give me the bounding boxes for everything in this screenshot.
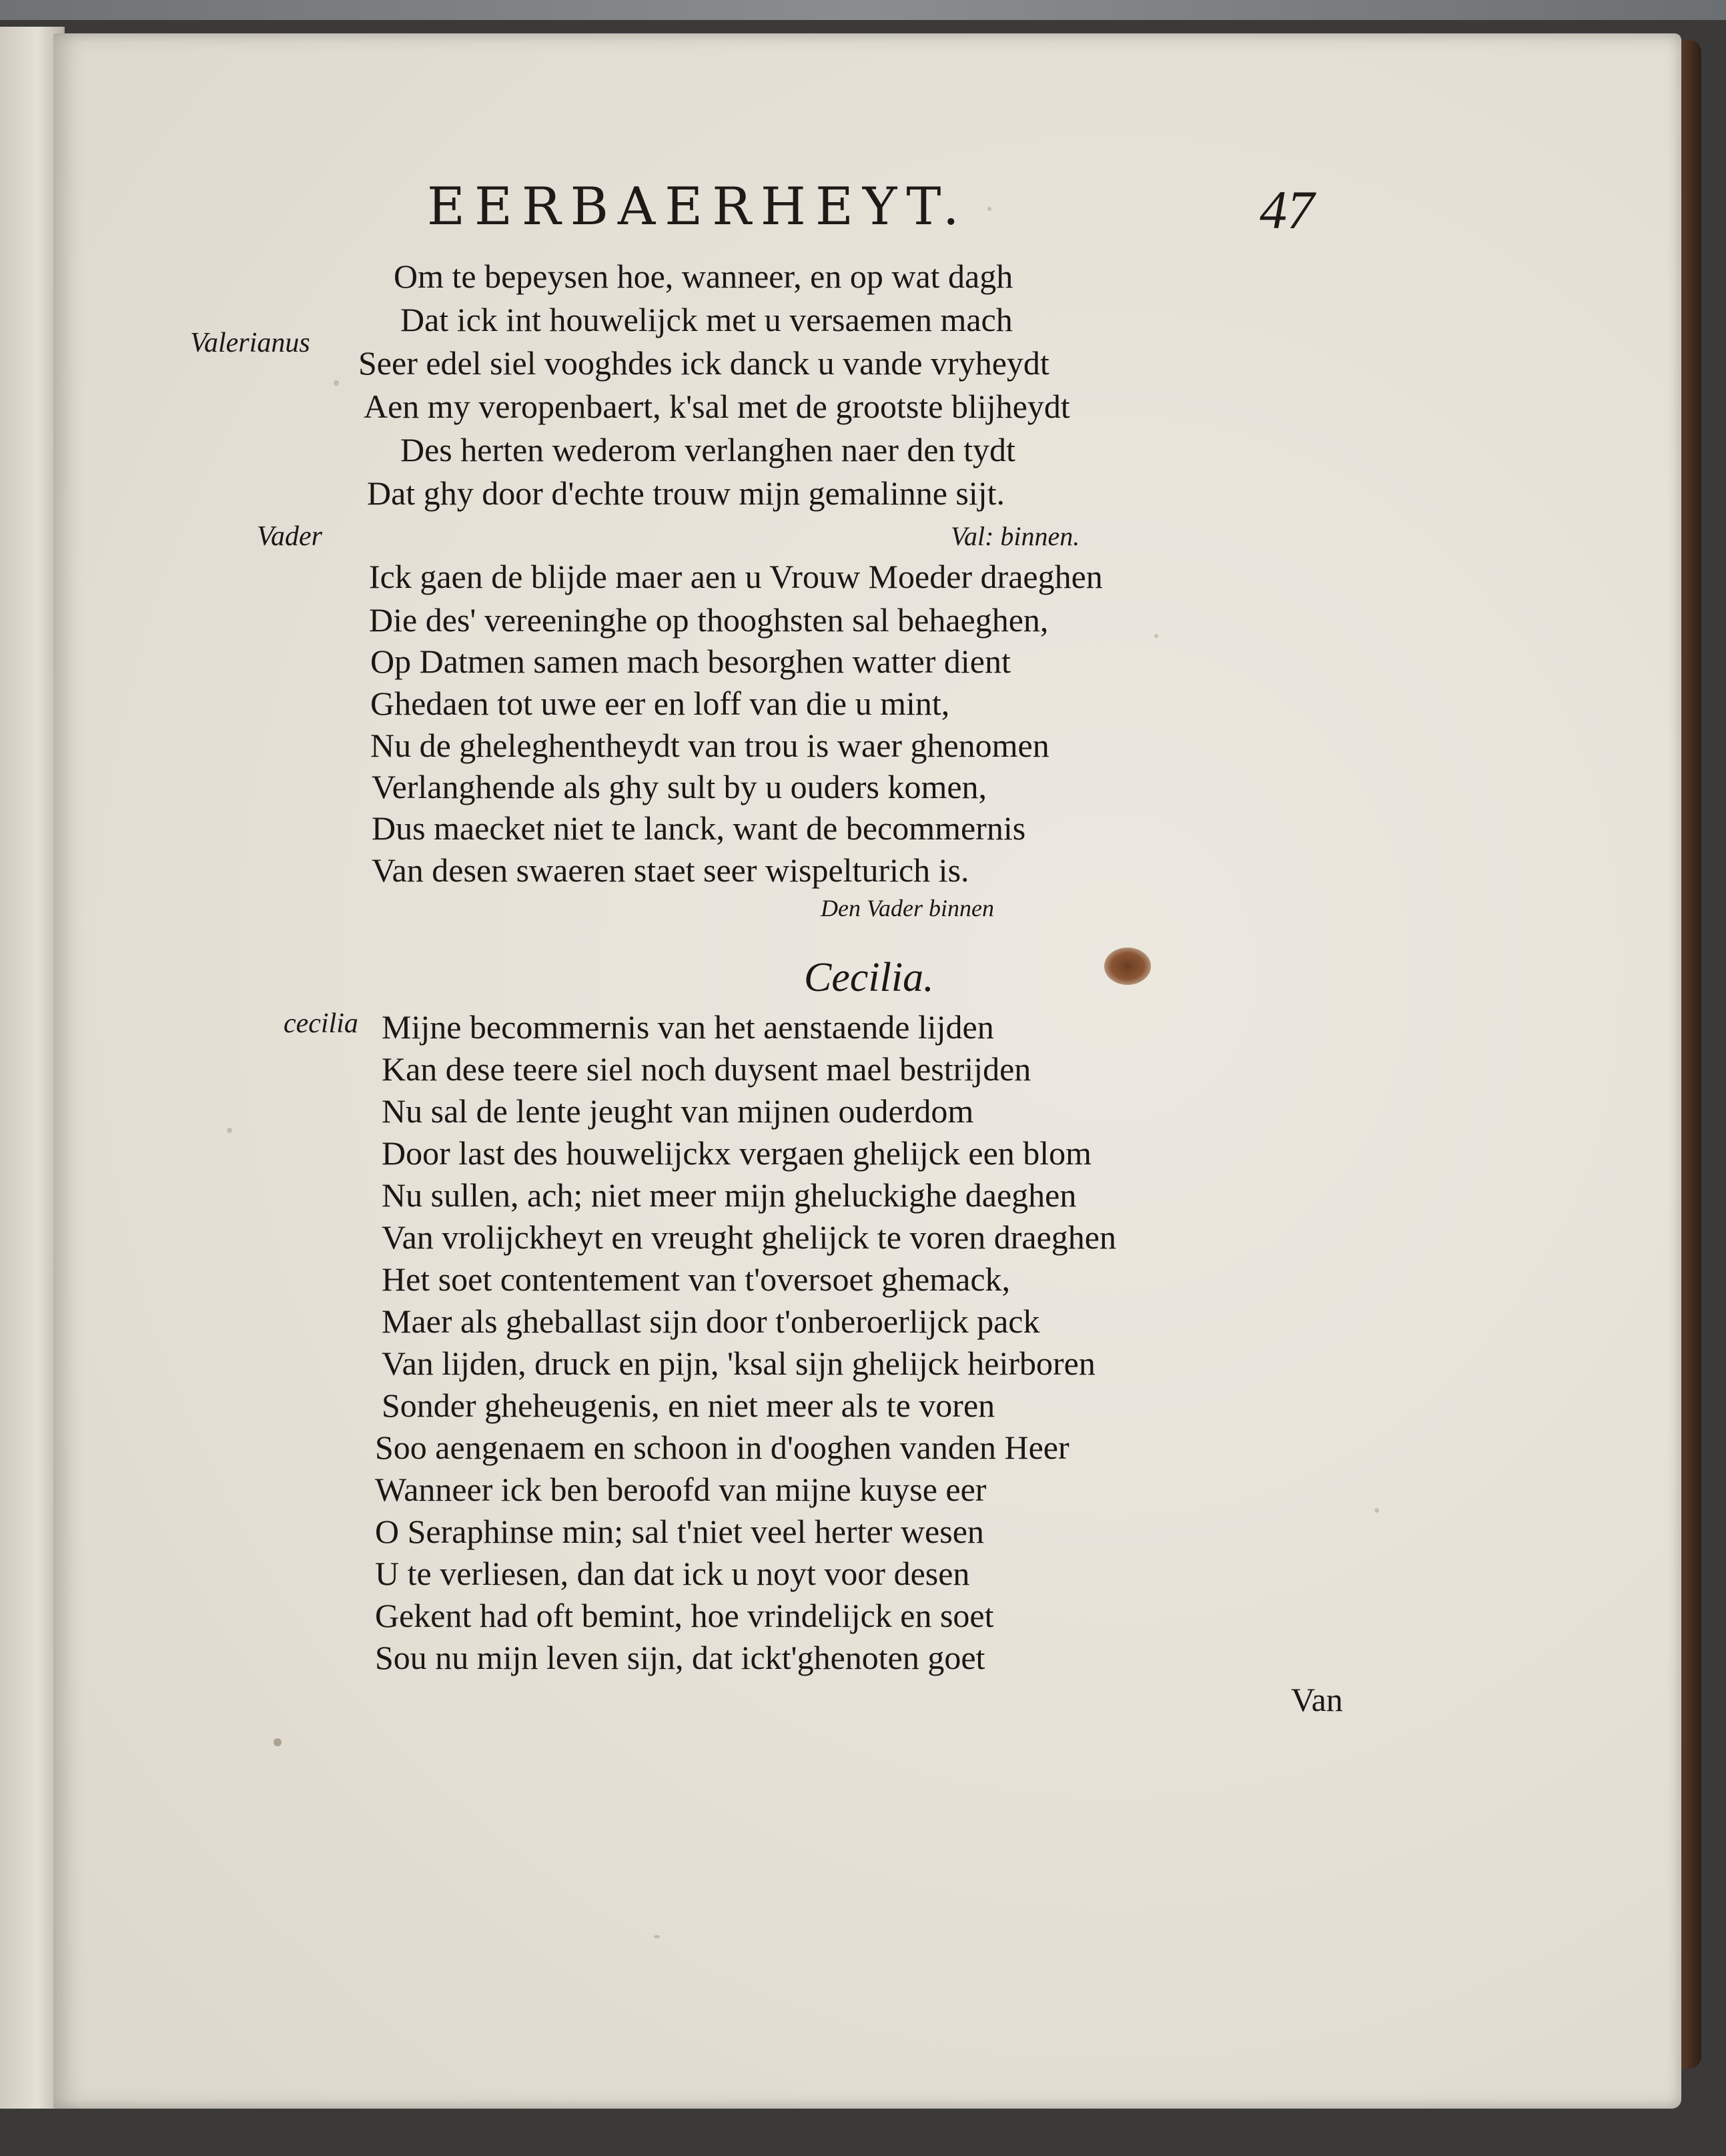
speaker-label-valerianus: Valerianus: [190, 328, 310, 358]
verse-line: Van desen swaeren staet seer wispelturich is.: [372, 851, 969, 889]
paper-speck: [987, 207, 991, 211]
verse-line: Nu de gheleghentheydt van trou is waer ghenomen: [370, 727, 1049, 764]
verse-line: Gekent had oft bemint, hoe vrindelijck en soet: [375, 1597, 994, 1634]
verse-line: Het soet contentement van t'oversoet ghemack,: [382, 1261, 1011, 1298]
verse-line: Door last des houwelijckx vergaen ghelijck een blom: [382, 1134, 1092, 1172]
verse-line: Maer als gheballast sijn door t'onberoerlijck pack: [382, 1303, 1040, 1340]
speaker-label-vader: Vader: [257, 521, 322, 552]
paper-speck: [227, 1128, 232, 1133]
stage-direction: Den Vader binnen: [821, 895, 994, 922]
verse-line: Nu sal de lente jeught van mijnen ouderdom: [382, 1092, 974, 1130]
page-number: 47: [1260, 179, 1314, 240]
paper-speck: [1154, 634, 1158, 638]
paper-speck: [274, 1738, 282, 1746]
verse-line: O Seraphinse min; sal t'niet veel herter wesen: [375, 1513, 984, 1550]
verse-line: Seer edel siel vooghdes ick danck u vande vryheydt: [358, 344, 1049, 382]
verse-line: Verlanghende als ghy sult by u ouders komen,: [372, 768, 987, 805]
verse-line: Kan dese teere siel noch duysent mael bestrijden: [382, 1050, 1031, 1088]
paper-speck: [334, 380, 339, 386]
verse-line: Aen my veropenbaert, k'sal met de grootste blijheydt: [364, 388, 1070, 425]
verse-line: Van vrolijckheyt en vreught ghelijck te voren draeghen: [382, 1218, 1117, 1256]
verse-line: U te verliesen, dan dat ick u noyt voor desen: [375, 1555, 970, 1592]
speaker-label-cecilia: cecilia: [284, 1008, 358, 1039]
verse-line: Dus maecket niet te lanck, want de becommernis: [372, 809, 1026, 847]
verse-line: Mijne becommernis van het aenstaende lijden: [382, 1008, 994, 1046]
verse-line: Sou nu mijn leven sijn, dat ickt'ghenoten goet: [375, 1639, 985, 1676]
scene-title: Cecilia.: [804, 955, 934, 1000]
verse-line: Soo aengenaem en schoon in d'ooghen vanden Heer: [375, 1429, 1069, 1466]
verse-line: Om te bepeysen hoe, wanneer, en op wat dagh: [394, 258, 1013, 295]
verse-line: Wanneer ick ben beroofd van mijne kuyse eer: [375, 1471, 987, 1508]
verse-line: Die des' vereeninghe op thooghsten sal behaeghen,: [369, 601, 1049, 639]
verse-line: Van lijden, druck en pijn, 'ksal sijn ghelijck heirboren: [382, 1345, 1096, 1382]
catchword: Van: [1291, 1681, 1343, 1718]
verse-line: Dat ick int houwelijck met u versaemen mach: [400, 301, 1013, 338]
running-head: EERBAERHEYT.: [427, 177, 969, 237]
verse-line: Des herten wederom verlanghen naer den tydt: [400, 431, 1015, 468]
verse-line: Dat ghy door d'echte trouw mijn gemalinne sijt.: [367, 474, 1005, 512]
verse-line: Ick gaen de blijde maer aen u Vrouw Moeder draeghen: [369, 558, 1103, 595]
verse-line: Op Datmen samen mach besorghen watter dient: [370, 643, 1011, 680]
paper-speck: [1374, 1508, 1379, 1513]
paper-speck: [654, 1935, 660, 1938]
stage-direction: Val: binnen.: [951, 521, 1080, 551]
paper-stain: [1104, 948, 1151, 985]
verse-line: Ghedaen tot uwe eer en loff van die u mint,: [370, 685, 950, 722]
verse-line: Sonder gheheugenis, en niet meer als te voren: [382, 1387, 995, 1424]
verse-line: Nu sullen, ach; niet meer mijn gheluckighe daeghen: [382, 1176, 1077, 1214]
